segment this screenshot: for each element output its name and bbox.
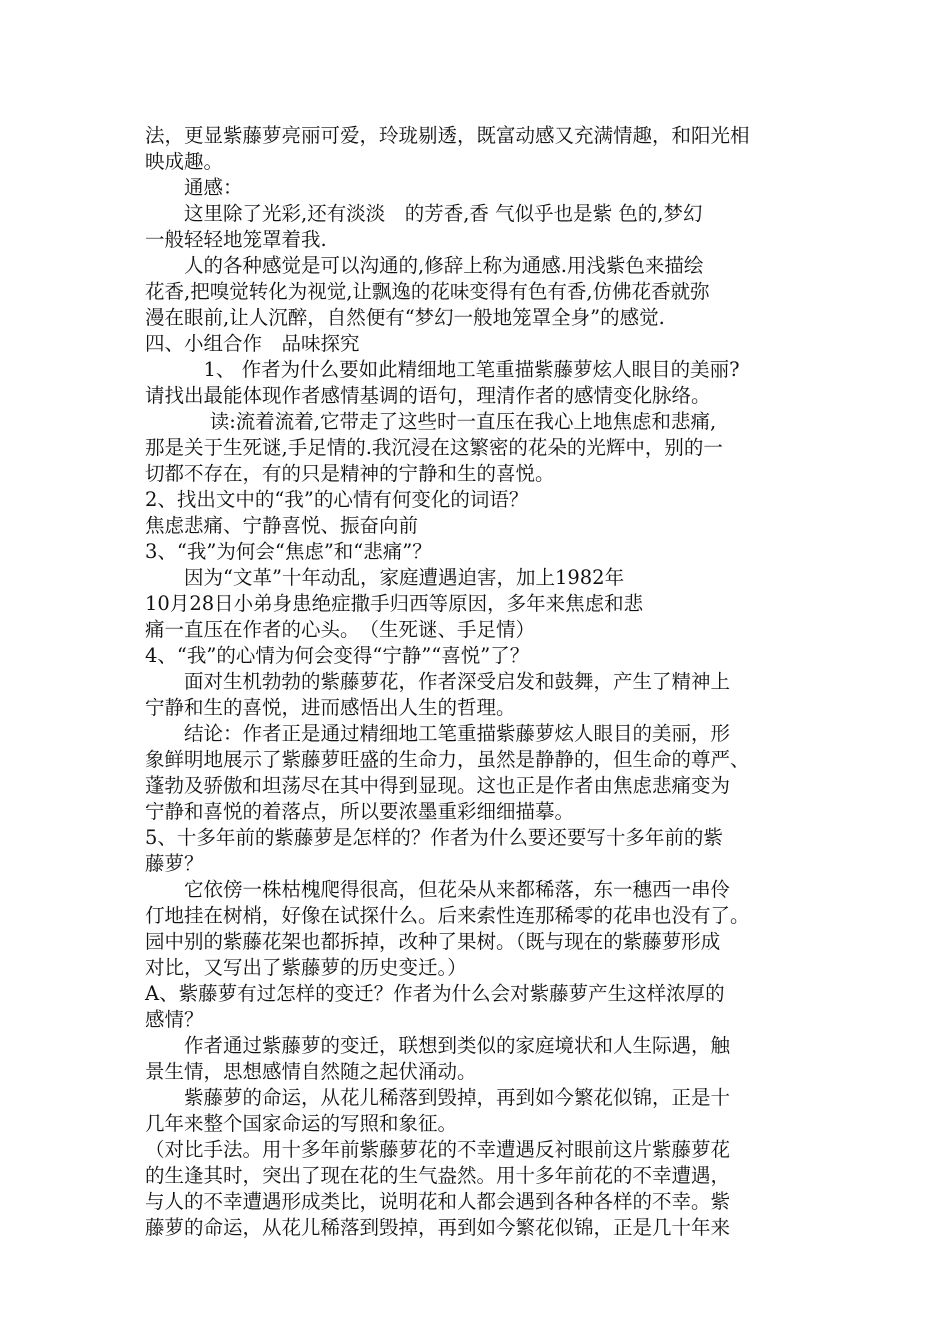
text-line: 景生情，思想感情自然随之起伏涌动。 xyxy=(145,1060,477,1083)
text-line: 作者通过紫藤萝的变迁，联想到类似的家庭境状和人生际遇，触 xyxy=(145,1034,731,1057)
text-line: 2、找出文中的“我”的心情有何变化的词语？ xyxy=(145,488,529,511)
text-line: 法，更显紫藤萝亮丽可爱，玲珑剔透，既富动感又充满情趣，和阳光相 xyxy=(145,124,750,147)
text-line: 读:流着流着,它带走了这些时一直压在我心上地焦虑和悲痛, xyxy=(145,410,717,433)
text-line: 的生逢其时，突出了现在花的生气盎然。用十多年前花的不幸遭遇， xyxy=(145,1164,731,1187)
text-line: 面对生机勃勃的紫藤萝花，作者深受启发和鼓舞，产生了精神上 xyxy=(145,670,731,693)
text-line: 对比，又写出了紫藤萝的历史变迁。） xyxy=(145,956,467,979)
text-line: 痛一直压在作者的心头。 （生死谜、手足情） xyxy=(145,618,536,641)
text-line: 感情？ xyxy=(145,1008,204,1031)
text-line: 仃地挂在树梢，好像在试探什么。后来索性连那稀零的花串也没有了。 xyxy=(145,904,750,927)
text-line: 一般轻轻地笼罩着我. xyxy=(145,228,327,251)
text-line: 焦虑悲痛、宁静喜悦、振奋向前 xyxy=(145,514,419,537)
text-line: 宁静和生的喜悦，进而感悟出人生的哲理。 xyxy=(145,696,516,719)
text-line: 漫在眼前,让人沉醉，自然便有“梦幻一般地笼罩全身”的感觉. xyxy=(145,306,665,329)
text-line: 因为“文革”十年动乱，家庭遭遇迫害，加上1982年 xyxy=(145,566,625,589)
text-line: （对比手法。用十多年前紫藤萝花的不幸遭遇反衬眼前这片紫藤萝花 xyxy=(145,1138,731,1161)
text-line: 5、十多年前的紫藤萝是怎样的？作者为什么要还要写十多年前的紫 xyxy=(145,826,723,849)
text-line: 几年来整个国家命运的写照和象征。 xyxy=(145,1112,458,1135)
text-line: 1、 作者为什么要如此精细地工笔重描紫藤萝炫人眼目的美丽? xyxy=(145,358,740,381)
text-line: 结论：作者正是通过精细地工笔重描紫藤萝炫人眼目的美丽，形 xyxy=(145,722,731,745)
text-line: 藤萝的命运，从花儿稀落到毁掉，再到如今繁花似锦，正是几十年来 xyxy=(145,1216,731,1239)
text-line: 四、小组合作 品味探究 xyxy=(145,332,360,355)
text-line: 3、“我”为何会“焦虑”和“悲痛”？ xyxy=(145,540,432,563)
text-line: 人的各种感觉是可以沟通的,修辞上称为通感.用浅紫色来描绘 xyxy=(145,254,704,277)
text-line: 那是关于生死谜,手足情的.我沉浸在这繁密的花朵的光辉中，别的一 xyxy=(145,436,723,459)
text-line: 藤萝？ xyxy=(145,852,204,875)
text-line: 映成趣。 xyxy=(145,150,224,173)
text-line: 这里除了光彩,还有淡淡 的芳香,香 气似乎也是紫 色的,梦幻 xyxy=(145,202,703,225)
text-line: 它依傍一株枯槐爬得很高，但花朵从来都稀落，东一穗西一串伶 xyxy=(145,878,731,901)
text-line: 与人的不幸遭遇形成类比，说明花和人都会遇到各种各样的不幸。紫 xyxy=(145,1190,731,1213)
text-line: 宁静和喜悦的着落点，所以要浓墨重彩细细描摹。 xyxy=(145,800,575,823)
text-line: 通感： xyxy=(145,176,243,199)
text-line: 切都不存在，有的只是精神的宁静和生的喜悦。 xyxy=(145,462,555,485)
text-line: 4、“我”的心情为何会变得“宁静”“喜悦”了？ xyxy=(145,644,530,667)
text-line: 园中别的紫藤花架也都拆掉，改种了果树。（既与现在的紫藤萝形成 xyxy=(145,930,721,953)
text-line: 象鲜明地展示了紫藤萝旺盛的生命力，虽然是静静的，但生命的尊严、 xyxy=(145,748,750,771)
text-line: 紫藤萝的命运，从花儿稀落到毁掉，再到如今繁花似锦，正是十 xyxy=(145,1086,731,1109)
text-line: 请找出最能体现作者感情基调的语句，理清作者的感情变化脉络。 xyxy=(145,384,711,407)
text-line: A、紫藤萝有过怎样的变迁？作者为什么会对紫藤萝产生这样浓厚的 xyxy=(145,982,725,1005)
document-body xyxy=(145,123,835,1241)
text-line: 10月28日小弟身患绝症撒手归西等原因，多年来焦虑和悲 xyxy=(145,592,644,615)
text-line: 蓬勃及骄傲和坦荡尽在其中得到显现。这也正是作者由焦虑悲痛变为 xyxy=(145,774,731,797)
text-line: 花香,把嗅觉转化为视觉,让飘逸的花味变得有色有香,仿佛花香就弥 xyxy=(145,280,710,303)
